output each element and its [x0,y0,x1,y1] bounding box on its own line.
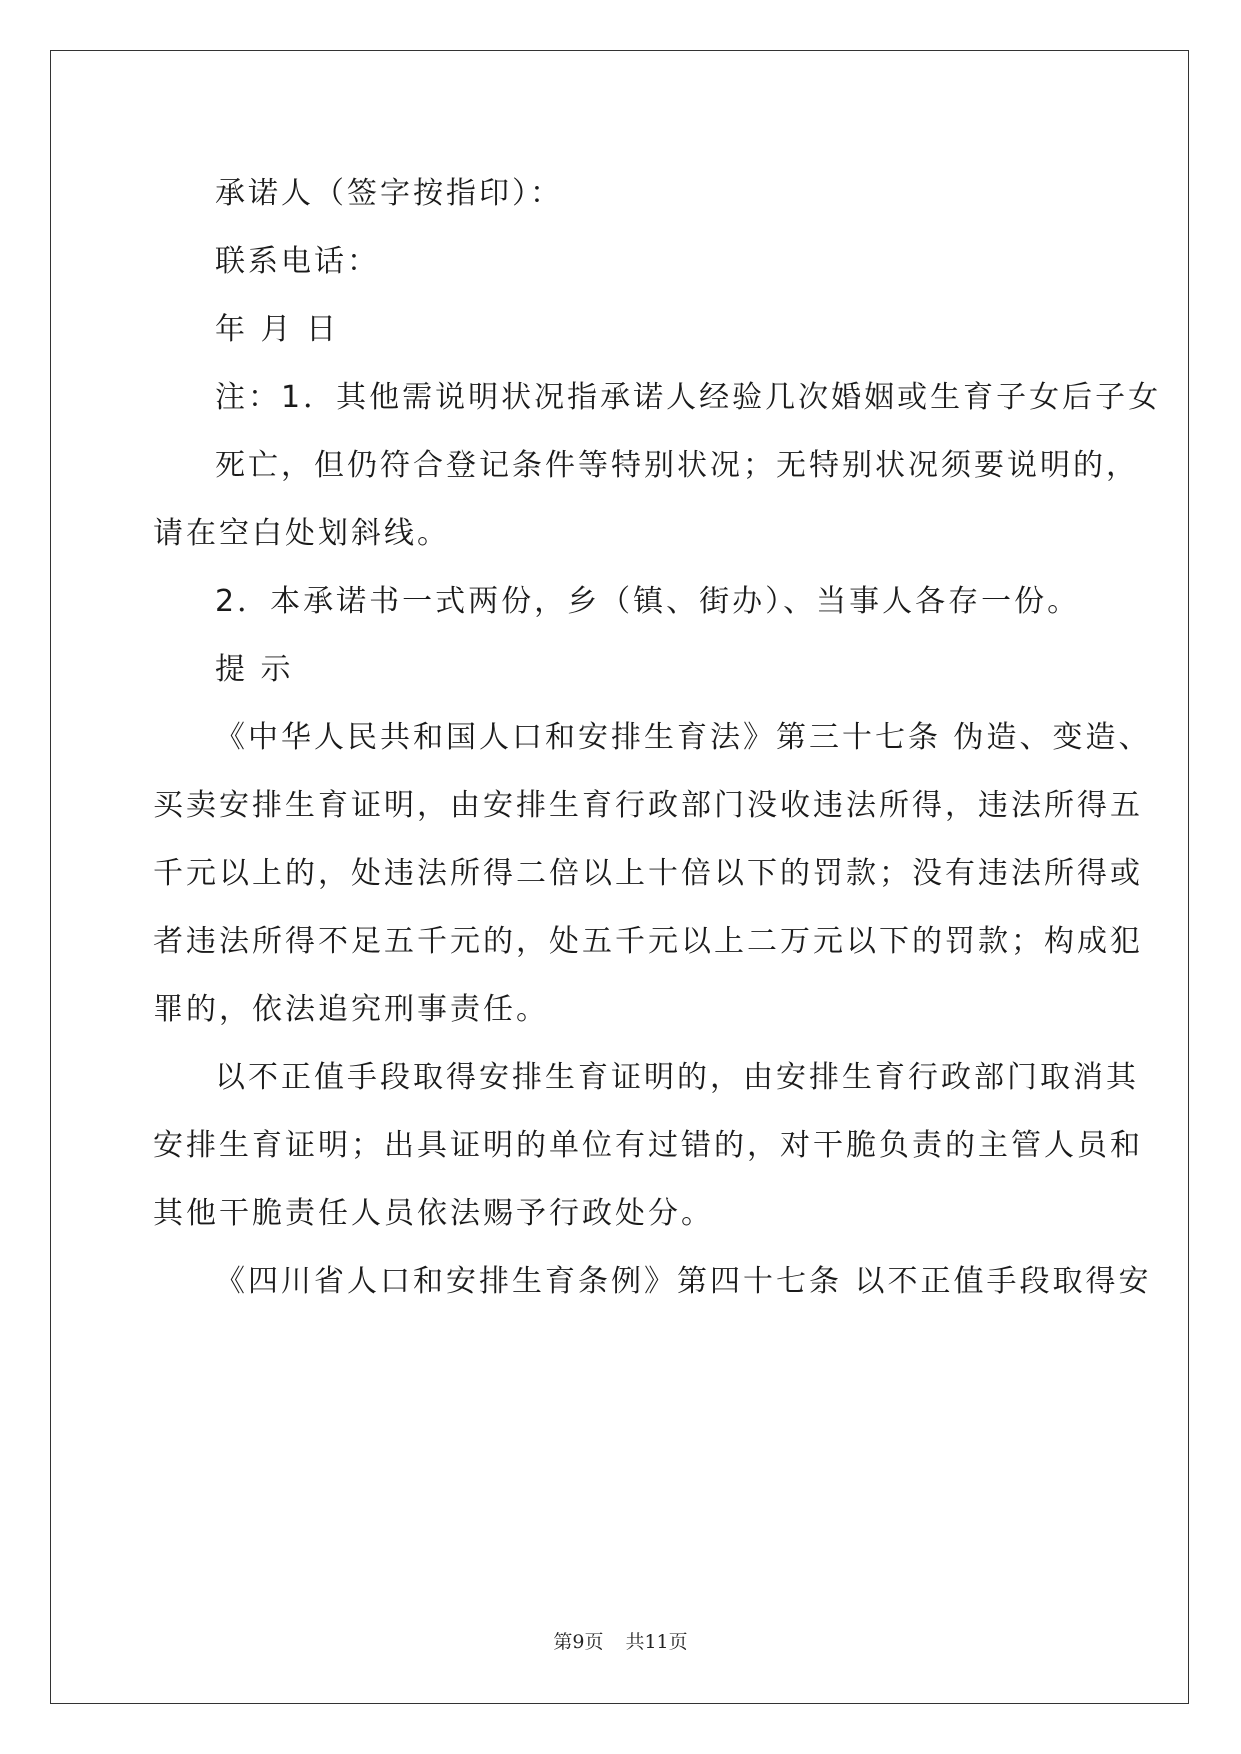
paragraph-line: 千元以上的，处违法所得二倍以上十倍以下的罚款；没有违法所得或 [153,856,1143,891]
paragraph-line: 《中华人民共和国人口和安排生育法》第三十七条 伪造、变造、 [215,720,1152,755]
note-line-3: 请在空白处划斜线。 [153,516,450,551]
page-footer [0,1627,1241,1654]
paragraph-line: 者违法所得不足五千元的，处五千元以上二万元以下的罚款；构成犯 [153,924,1143,959]
paragraph-line: 其他干脆责任人员依法赐予行政处分。 [153,1196,714,1231]
phone-line: 联系电话： [215,244,380,279]
notice-heading: 提 示 [215,652,294,687]
paragraph-line: 安排生育证明；出具证明的单位有过错的，对干脆负责的主管人员和 [153,1128,1143,1163]
note-line-2: 死亡，但仍符合登记条件等特别状况；无特别状况须要说明的， [215,448,1139,483]
paragraph-line: 罪的，依法追究刑事责任。 [153,992,549,1027]
document-body [153,160,1162,1316]
paragraph-line: 以不正值手段取得安排生育证明的，由安排生育行政部门取消其 [215,1060,1139,1095]
signatory-line: 承诺人（签字按指印）： [215,176,563,211]
note-line-4: 2．本承诺书一式两份，乡（镇、街办）、当事人各存一份。 [215,584,1081,619]
page-total: 共11页 [625,1631,688,1653]
note-line-1: 注：1．其他需说明状况指承诺人经验几次婚姻或生育子女后子女 [215,380,1162,415]
page-number: 第9页 [553,1631,604,1653]
paragraph-line: 买卖安排生育证明，由安排生育行政部门没收违法所得，违法所得五 [153,788,1143,823]
date-line: 年 月 日 [215,312,340,347]
paragraph-line: 《四川省人口和安排生育条例》第四十七条 以不正值手段取得安 [215,1264,1152,1299]
